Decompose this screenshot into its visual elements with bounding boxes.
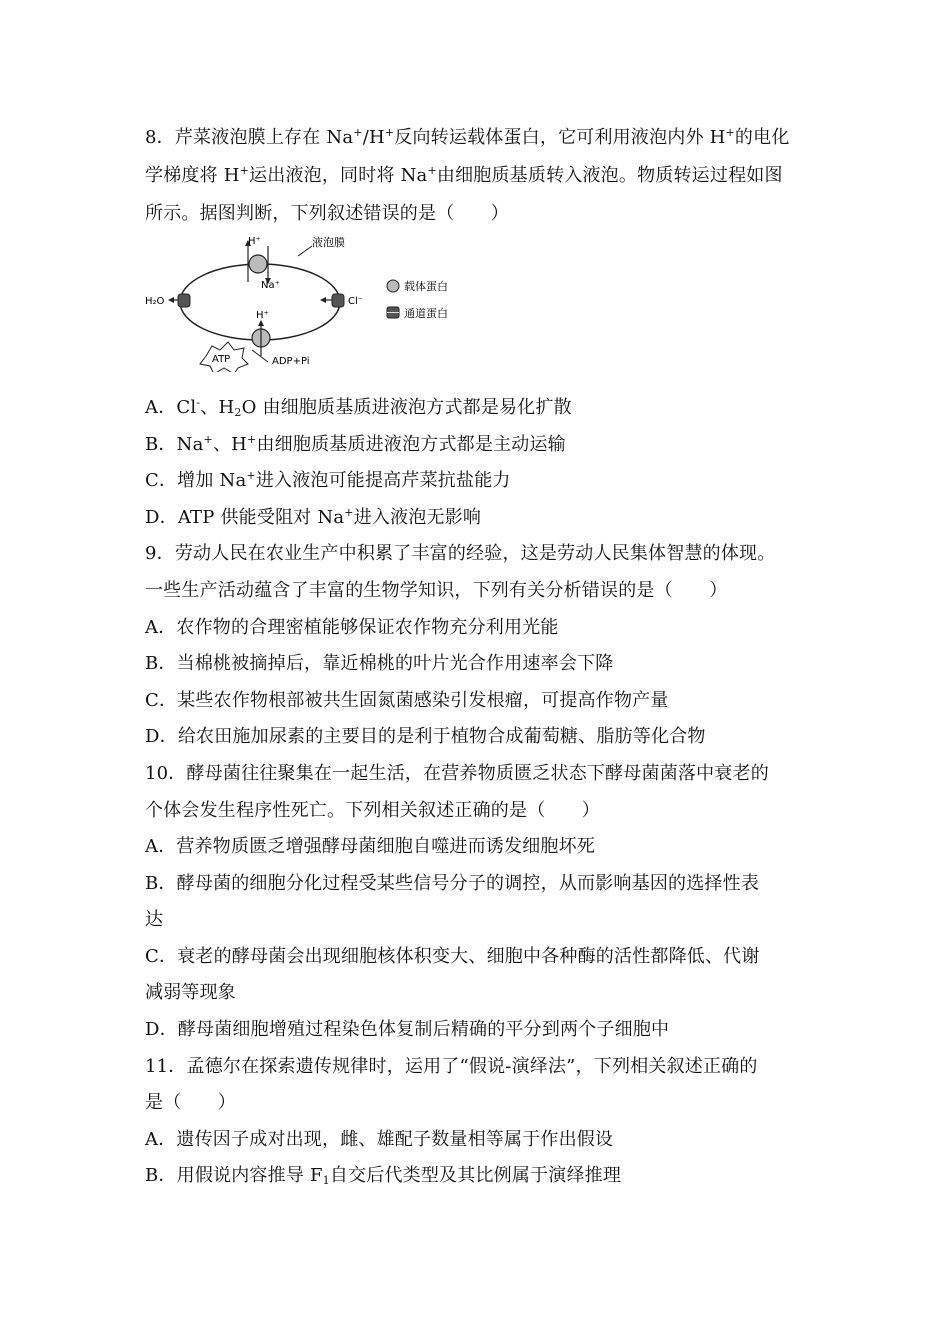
q10-stem-line-2: 个体会发生程序性死亡。下列相关叙述正确的是（ ） <box>145 800 600 821</box>
q8-option-d: D．ATP 供能受阻对 Na+进入液泡无影响 <box>145 506 482 528</box>
q11-stem-line-2: 是（ ） <box>145 1092 236 1113</box>
legend-carrier-icon <box>387 280 399 292</box>
q9-stem-line-2: 一些生产活动蕴含了丰富的生物学知识，下列有关分析错误的是（ ） <box>145 580 728 601</box>
q9-option-c: C．某些农作物根部被共生固氮菌感染引发根瘤，可提高作物产量 <box>145 690 669 711</box>
na-label: Na⁺ <box>261 280 280 291</box>
q8-option-c: C．增加 Na+进入液泡可能提高芹菜抗盐能力 <box>145 469 511 491</box>
q10-option-c-line-2: 减弱等现象 <box>145 982 236 1003</box>
q8-option-b: B．Na+、H+由细胞质基质进液泡方式都是主动运输 <box>145 433 566 455</box>
q10-option-c-line-1: C．衰老的酵母菌会出现细胞核体积变大、细胞中各种酶的活性都降低、代谢 <box>145 946 760 967</box>
q8-stem-line-2: 学梯度将 H+运出液泡，同时将 Na+由细胞质基质转入液泡。物质转运过程如图 <box>145 164 783 186</box>
q10-option-d: D．酵母菌细胞增殖过程染色体复制后精确的平分到两个子细胞中 <box>145 1019 670 1040</box>
membrane-label: 液泡膜 <box>312 236 345 249</box>
q10-option-b-line-1: B．酵母菌的细胞分化过程受某些信号分子的调控，从而影响基因的选择性表 <box>145 873 760 894</box>
top-carrier-protein-icon <box>249 255 267 273</box>
q9-option-a: A．农作物的合理密植能够保证农作物充分利用光能 <box>145 617 559 638</box>
adp-label: ADP+Pi <box>272 356 310 367</box>
q11-option-a: A．遗传因子成对出现，雌、雄配子数量相等属于作出假设 <box>145 1129 614 1150</box>
vacuole-transport-diagram <box>140 232 480 372</box>
q8-stem-line-3: 所示。据图判断，下列叙述错误的是（ ） <box>145 203 509 224</box>
q9-stem-line-1: 9．劳动人民在农业生产中积累了丰富的经验，这是劳动人民集体智慧的体现。 <box>145 543 776 564</box>
q11-option-b: B．用假说内容推导 $F_1$自交后代类型及其比例属于演绎推理 <box>145 1165 622 1187</box>
q10-stem-line-1: 10．酵母菌往往聚集在一起生活，在营养物质匮乏状态下酵母菌菌落中衰老的 <box>145 763 769 784</box>
q9-option-d: D．给农田施加尿素的主要目的是利于植物合成葡萄糖、脂肪等化合物 <box>145 726 706 747</box>
q11-stem-line-1: 11．孟德尔在探索遗传规律时，运用了“假说-演绎法”，下列相关叙述正确的 <box>145 1056 758 1077</box>
h-bottom-label: H⁺ <box>256 310 269 321</box>
h2o-label: H₂O <box>145 296 165 307</box>
q8-option-a: A．Cl-、$H_2O$ 由细胞质基质进液泡方式都是易化扩散 <box>145 396 572 419</box>
q8-stem-line-1: 8．芹菜液泡膜上存在 Na+/H+反向转运载体蛋白，它可利用液泡内外 H+的电化 <box>145 126 790 148</box>
cl-label: Cl⁻ <box>348 296 364 307</box>
q10-option-b-line-2: 达 <box>145 909 164 930</box>
q10-option-a: A．营养物质匮乏增强酵母菌细胞自噬进而诱发细胞坏死 <box>145 836 595 857</box>
atp-label: ATP <box>212 354 231 365</box>
q9-option-b: B．当棉桃被摘掉后，靠近棉桃的叶片光合作用速率会下降 <box>145 653 614 674</box>
legend-channel-label: 通道蛋白 <box>404 307 448 320</box>
h-top-label: H⁺ <box>248 236 261 247</box>
legend-carrier-label: 载体蛋白 <box>404 280 448 293</box>
right-channel-protein-icon <box>332 294 344 307</box>
left-channel-protein-icon <box>178 294 190 307</box>
